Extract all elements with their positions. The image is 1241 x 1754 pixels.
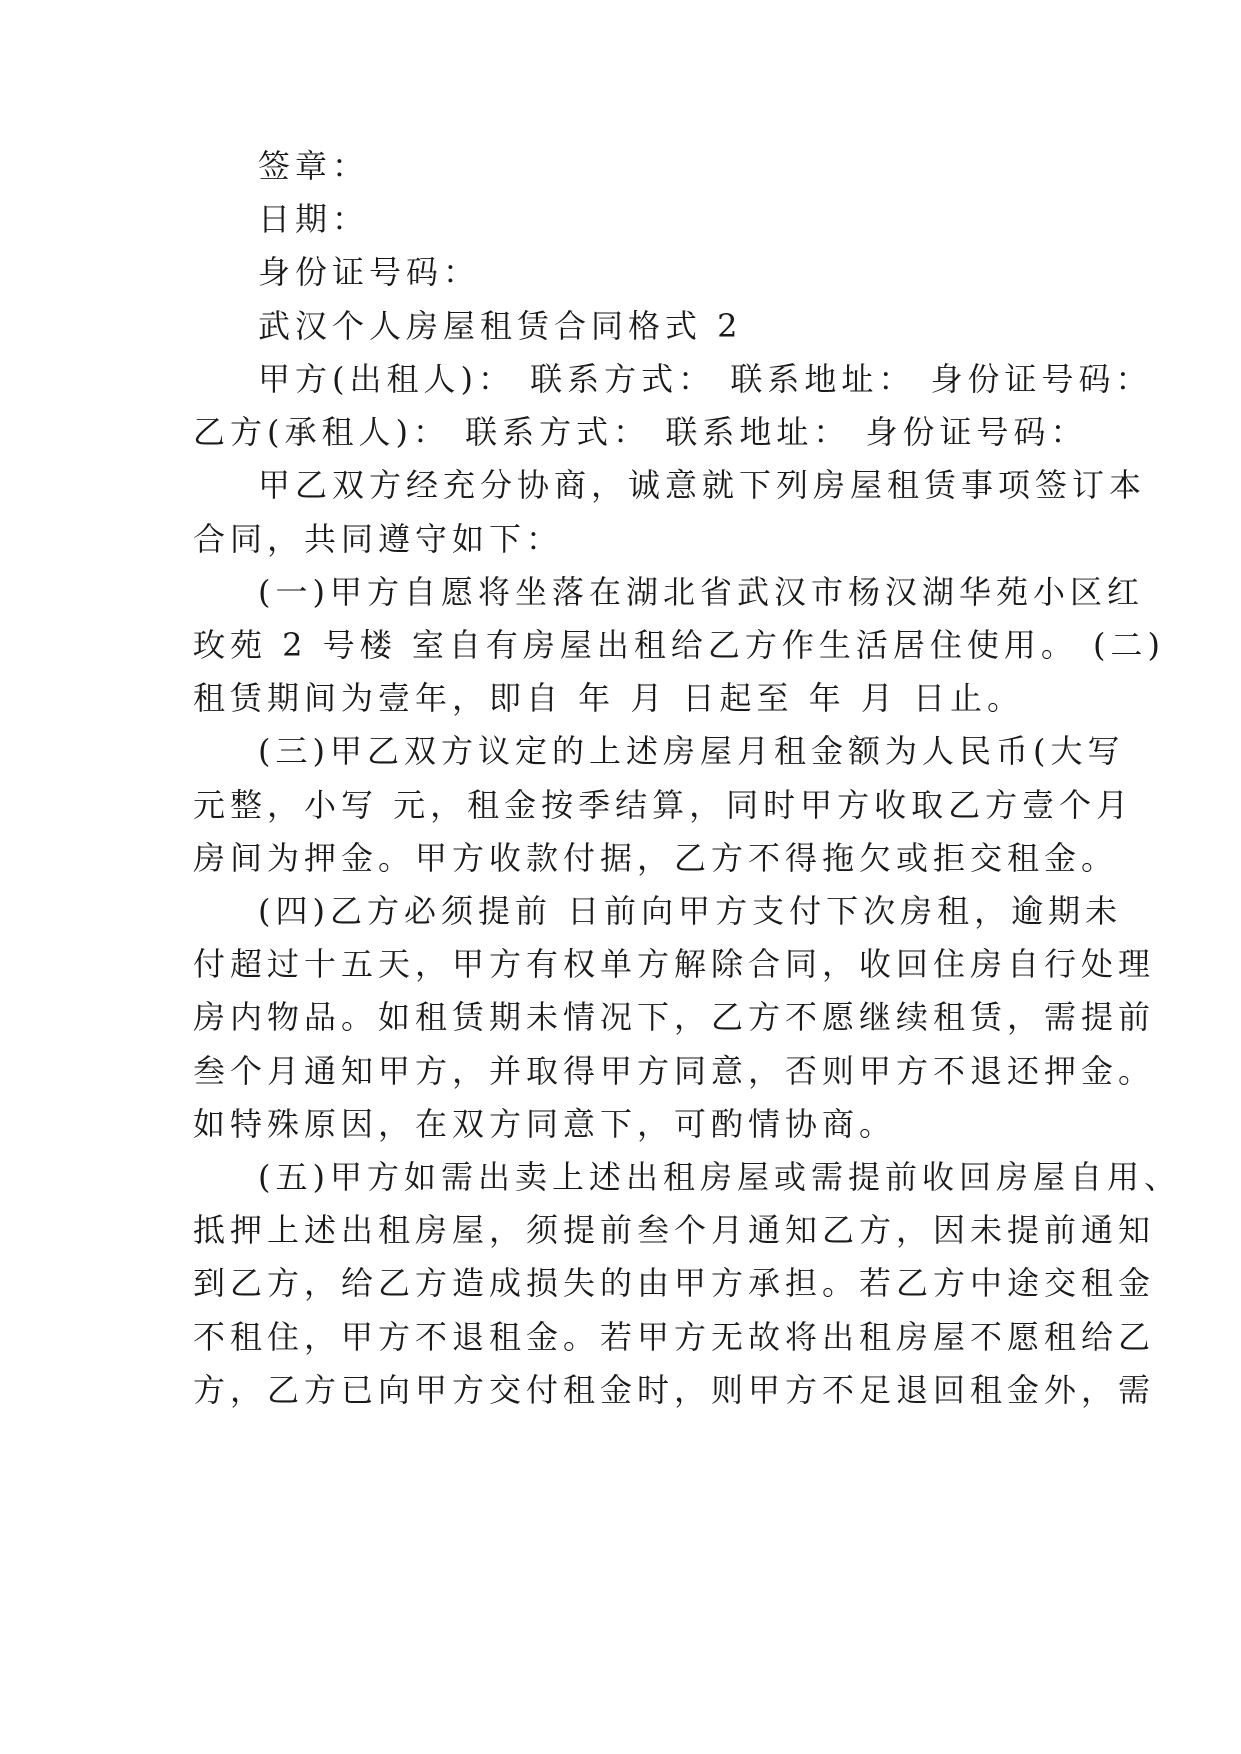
clause-2-line: 租赁期间为壹年，即自 年 月 日起至 年 月 日止。 (193, 679, 1025, 717)
signature-field-label: 签章： (258, 147, 370, 185)
clause-3-line: (三)甲乙双方议定的上述房屋月租金额为人民币(大写 (258, 732, 1125, 770)
clause-4-line: 房内物品。如租赁期未情况下，乙方不愿继续租赁，需提前 (193, 998, 1156, 1036)
preamble-line: 甲乙双方经充分协商，诚意就下列房屋租赁事项签订本 (258, 466, 1147, 504)
clause-1-line: 玫苑 2 号楼 室自有房屋出租给乙方作生活居住使用。 (二) (193, 626, 1166, 664)
clause-4-line: 叁个月通知甲方，并取得甲方同意，否则甲方不退还押金。 (193, 1052, 1156, 1090)
clause-5-line: 不租住，甲方不退租金。若甲方无故将出租房屋不愿租给乙 (193, 1318, 1156, 1356)
party-a-info-line: 甲方(出租人)： 联系方式： 联系地址： 身份证号码： (258, 360, 1153, 398)
clause-4-line: 如特殊原因，在双方同意下，可酌情协商。 (193, 1105, 897, 1143)
clause-5-line: (五)甲方如需出卖上述出租房屋或需提前收回房屋自用、 (258, 1158, 1181, 1196)
clause-5-line: 抵押上述出租房屋，须提前叁个月通知乙方，因未提前通知 (193, 1211, 1156, 1249)
clause-5-line: 方，乙方已向甲方交付租金时，则甲方不足退回租金外，需 (193, 1371, 1156, 1409)
date-field-label: 日期： (258, 200, 370, 238)
id-number-field-label: 身份证号码： (258, 253, 481, 291)
clause-1-line: (一)甲方自愿将坐落在湖北省武汉市杨汉湖华苑小区红 (258, 573, 1144, 611)
clause-4-line: 付超过十五天，甲方有权单方解除合同，收回住房自行处理 (193, 945, 1156, 983)
clause-4-line: (四)乙方必须提前 日前向甲方支付下次房租，逾期未 (258, 892, 1123, 930)
section-title: 武汉个人房屋租赁合同格式 2 (258, 307, 743, 345)
clause-5-line: 到乙方，给乙方造成损失的由甲方承担。若乙方中途交租金 (193, 1264, 1156, 1302)
clause-3-line: 元整，小写 元，租金按季结算，同时甲方收取乙方壹个月 (193, 786, 1134, 824)
clause-3-line: 房间为押金。甲方收款付据，乙方不得拖欠或拒交租金。 (193, 839, 1119, 877)
party-b-info-line: 乙方(承租人)： 联系方式： 联系地址： 身份证号码： (193, 413, 1088, 451)
preamble-line: 合同，共同遵守如下： (193, 520, 564, 558)
